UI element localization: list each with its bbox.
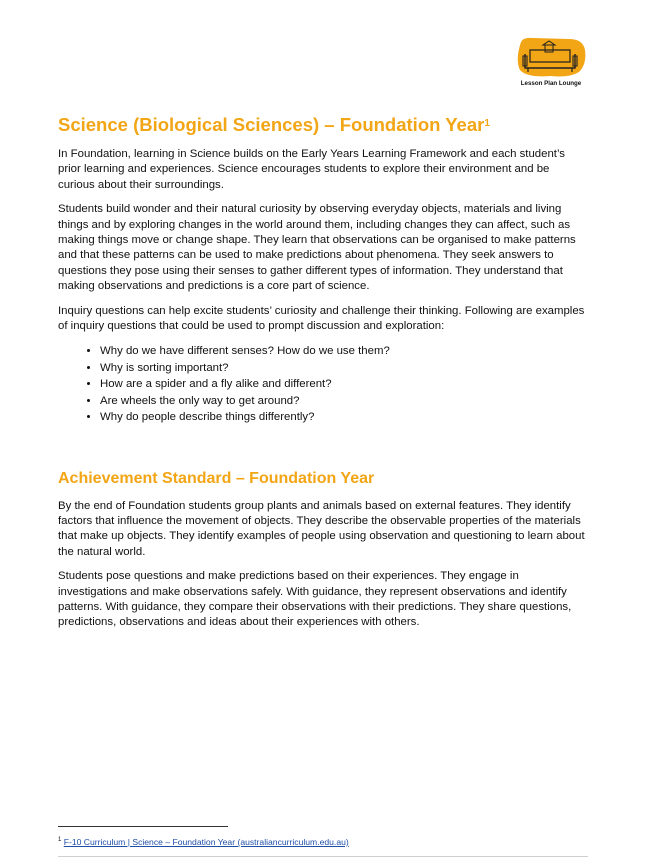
intro-paragraph-3: Inquiry questions can help excite students’ curiosity and challenge their thinking. Following are examples of inquiry questions that could be used to prompt discussion and exploration: [58,304,585,333]
list-item: • Are wheels the only way to get around? [100,393,588,409]
title-footnote-ref[interactable]: 1 [484,118,490,129]
inquiry-questions-list [58,343,588,425]
footnote-number: 1 [58,837,62,843]
list-item: • Why do people describe things differently? [100,409,588,425]
achievement-paragraph-1: By the end of Foundation students group plants and animals based on external features. They identify factors that influence the movement of objects. They describe the observable properties of the materials that make up objects. They identify examples of people using observation and questioning to learn about the natural world. [58,499,585,558]
list-item: • How are a spider and a fly alike and different? [100,376,588,392]
lesson-plan-lounge-logo [513,36,589,87]
footnote-link[interactable]: F-10 Curriculum | Science – Foundation Year (australiancurriculum.edu.au) [63,837,349,847]
achievement-heading: Achievement Standard – Foundation Year [58,469,375,487]
intro-paragraph-1: In Foundation, learning in Science builds on the Early Years Learning Framework and each student’s prior learning and experiences. Science encourages students to explore their environment and be curious about their surroundings. [58,148,565,191]
achievement-paragraph-2: Students pose questions and make predictions based on their experiences. They engage in investigations and make observations safely. With guidance, they represent observations and identify patterns. With guidance, they compare their observations with their predictions. They share questions, predictions, observations and ideas about their experiences with others. [58,570,572,629]
list-item: • Why is sorting important? [100,360,588,376]
logo-text: Lesson Plan Lounge [520,80,582,87]
footnote [58,837,349,847]
footnote-divider [58,826,228,827]
intro-paragraph-2: Students build wonder and their natural curiosity by observing everyday objects, materials and living things and by exploring changes in the world around them, including changes they can affect, such as making things move or change shape. They learn that observations can be organised to make patterns and that these patterns can be used to make predictions about phenomena. They seek answers to questions they pose using their senses to gather different types of information. They understand that making observations and predictions is a core part of science. [58,203,576,293]
couch-logo-icon [513,36,589,78]
list-item: • Why do we have different senses? How do we use them? [100,343,588,359]
page-bottom-divider [58,856,588,857]
page-title: Science (Biological Sciences) – Foundation Year$^1$ [58,114,490,135]
document-body [58,113,588,640]
